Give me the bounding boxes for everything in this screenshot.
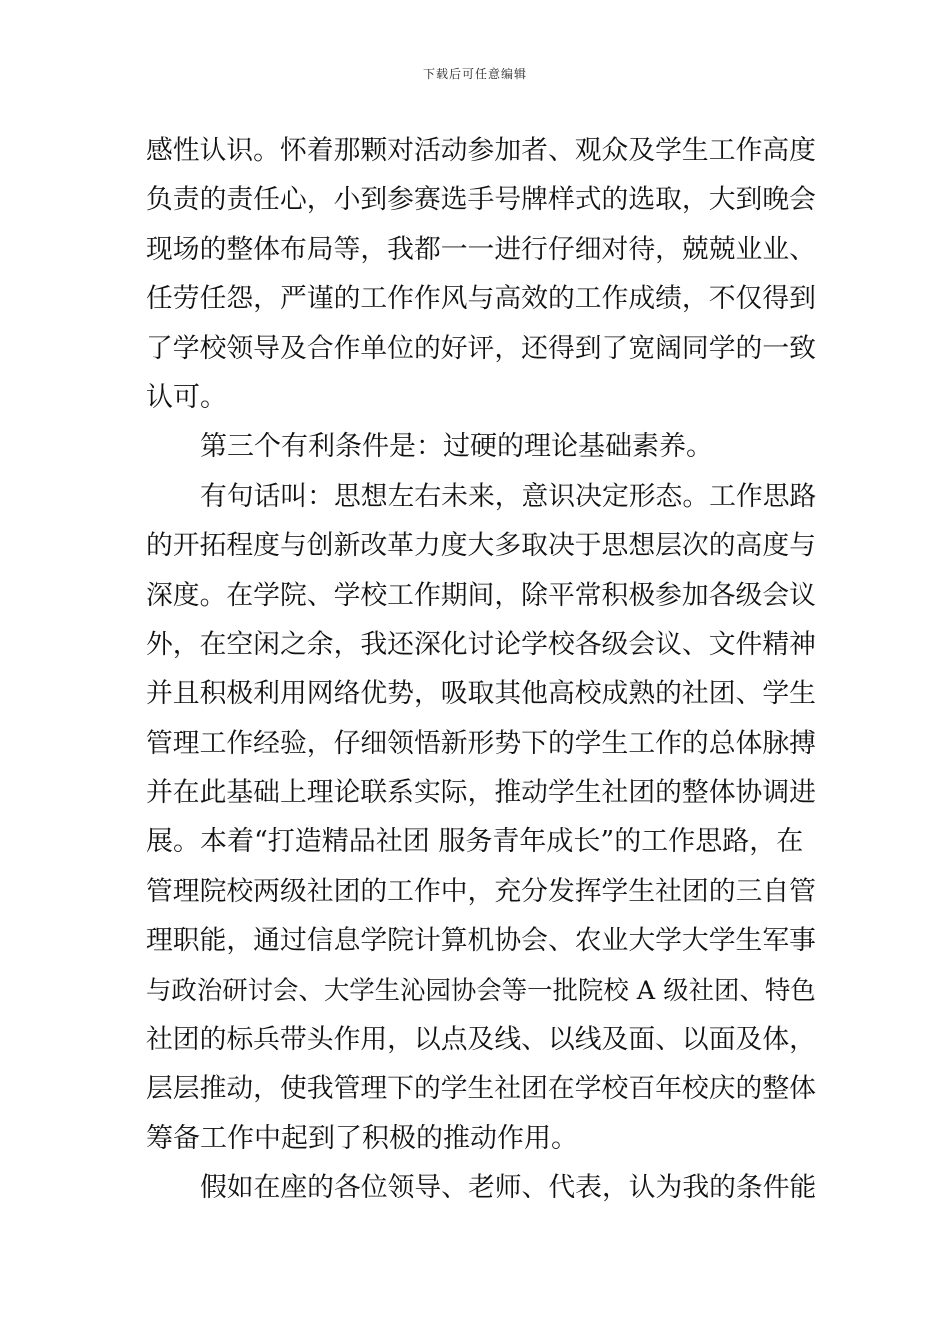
text-line: 感性认识。怀着那颗对活动参加者、观众及学生工作高度 [146,135,816,166]
text-line: 并且积极利用网络优势，吸取其他高校成熟的社团、学生 [146,678,816,710]
text-line: 第三个有利条件是：过硬的理论基础素养。 [200,431,713,463]
text-line: 与政治研讨会、大学生沁园协会等一批院校 A 级社团、特色 [146,974,816,1005]
text-line: 并在此基础上理论联系实际，推动学生社团的整体协调进 [146,777,816,809]
text-line: 管理院校两级社团的工作中，充分发挥学生社团的三自管 [146,875,816,907]
text-line: 认可。 [146,381,227,413]
text-line: 现场的整体布局等，我都一一进行仔细对待，兢兢业业、 [146,233,816,265]
text-line: 筹备工作中起到了积极的推动作用。 [146,1122,578,1154]
page-header-note: 下载后可任意编辑 [422,67,527,81]
text-line: 展。本着“打造精品社团 服务青年成长”的工作思路，在 [146,826,804,858]
text-line: 管理工作经验，仔细领悟新形势下的学生工作的总体脉搏 [146,727,816,759]
text-line: 的开拓程度与创新改革力度大多取决于思想层次的高度与 [146,530,816,562]
text-line: 社团的标兵带头作用，以点及线、以线及面、以面及体， [146,1024,816,1056]
text-line: 假如在座的各位领导、老师、代表，认为我的条件能 [200,1172,817,1204]
text-line: 负责的责任心，小到参赛选手号牌样式的选取，大到晚会 [146,184,816,216]
text-line: 深度。在学院、学校工作期间，除平常积极参加各级会议 [146,579,816,611]
document-body [146,126,816,1213]
text-line: 任劳任怨，严谨的工作作风与高效的工作成绩，不仅得到 [146,283,816,315]
text-line: 有句话叫：思想左右未来，意识决定形态。工作思路 [200,480,817,512]
text-line: 理职能，通过信息学院计算机协会、农业大学大学生军事 [146,925,816,957]
text-line: 层层推动，使我管理下的学生社团在学校百年校庆的整体 [146,1073,816,1105]
text-line: 了学校领导及合作单位的好评，还得到了宽阔同学的一致 [146,332,816,364]
text-line: 外，在空闲之余，我还深化讨论学校各级会议、文件精神 [146,628,816,660]
